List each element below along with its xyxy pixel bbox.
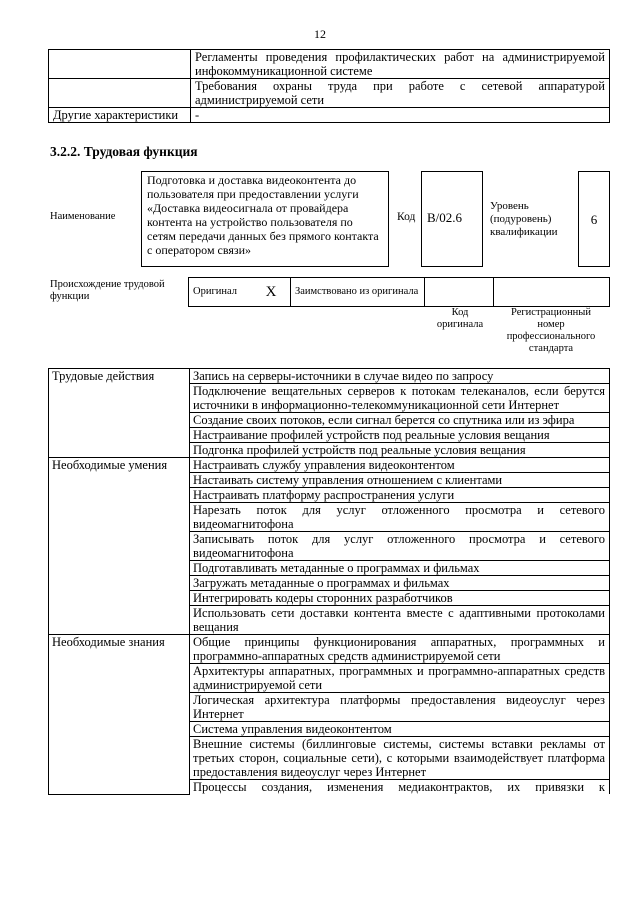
reg-caption: Регистрационный номер профессионального стандарта — [506, 307, 596, 354]
list-item: Настраивать службу управления видеоконтентом — [190, 458, 610, 473]
code-label: Код — [397, 211, 416, 223]
list-item: Внешние системы (биллинговые системы, системы вставки рекламы от третьих сторон, социальные сети), с которыми взаимодействует платформа предоставления видеоуслуг через Интернет — [190, 737, 610, 780]
row-text: Требования охраны труда при работе с сетевой аппаратурой администрируемой сети — [191, 79, 610, 108]
list-item: Логическая архитектура платформы предоставления видеоуслуг через Интернет — [190, 693, 610, 722]
row-label — [49, 50, 191, 79]
origin-label: Происхождение трудовой функции — [50, 279, 165, 302]
list-item: Запись на серверы-источники в случае видео по запросу — [190, 369, 610, 384]
original-mark: X — [252, 278, 291, 307]
code-caption: Код оригинала — [436, 307, 484, 330]
row-text: Регламенты проведения профилактических работ на администрируемой инфокоммуникационной системе — [191, 50, 610, 79]
function-code: B/02.6 — [421, 171, 483, 267]
qualification-level: 6 — [578, 171, 610, 267]
origin-code-cell — [425, 278, 494, 307]
name-label: Наименование — [50, 211, 116, 222]
table-row — [49, 369, 610, 384]
list-item: Интегрировать кодеры сторонних разработчиков — [190, 591, 610, 606]
labor-function-table — [48, 368, 610, 795]
table-row — [49, 458, 610, 473]
table-row — [49, 635, 610, 664]
list-item: Настаивать систему управления отношением с клиентами — [190, 473, 610, 488]
list-item: Подготавливать метаданные о программах и фильмах — [190, 561, 610, 576]
origin-table — [188, 277, 610, 307]
group-label-actions: Трудовые действия — [49, 369, 190, 458]
group-label-knowledge: Необходимые знания — [49, 635, 190, 795]
table-row — [49, 79, 610, 108]
list-item: Подгонка профилей устройств под реальные условия вещания — [190, 443, 610, 458]
function-name: Подготовка и доставка видеоконтента до пользователя при предоставлении услуги «Доставка видеосигнала от провайдера контента на устройство пользователя по сетям передачи данных без прямого контакта с оператором связи» — [141, 171, 389, 267]
list-item: Записывать поток для услуг отложенного просмотра и сетевого видеомагнитофона — [190, 532, 610, 561]
list-item: Использовать сети доставки контента вместе с адаптивными протоколами вещания — [190, 606, 610, 635]
list-item: Настраивание профилей устройств под реальные условия вещания — [190, 428, 610, 443]
list-item: Система управления видеоконтентом — [190, 722, 610, 737]
row-text: - — [191, 108, 610, 123]
list-item: Архитектуры аппаратных, программных и программно-аппаратных средств администрируемой сети — [190, 664, 610, 693]
row-label — [49, 79, 191, 108]
row-label: Другие характеристики — [49, 108, 191, 123]
origin-reg-cell — [494, 278, 610, 307]
table-row — [49, 50, 610, 79]
table-row — [189, 278, 610, 307]
page-number: 12 — [314, 27, 326, 41]
section-heading: 3.2.2. Трудовая функция — [50, 144, 198, 159]
top-continuation-table — [48, 49, 610, 123]
level-label: Уровень (подуровень) квалификации — [490, 200, 558, 238]
list-item: Подключение вещательных серверов к потокам телеканалов, если берутся источники в информационно-телекоммуникационной сети Интернет — [190, 384, 610, 413]
table-row — [49, 108, 610, 123]
list-item: Нарезать поток для услуг отложенного просмотра и сетевого видеомагнитофона — [190, 503, 610, 532]
list-item: Загружать метаданные о программах и фильмах — [190, 576, 610, 591]
list-item: Настраивать платформу распространения услуги — [190, 488, 610, 503]
group-label-skills: Необходимые умения — [49, 458, 190, 635]
original-label: Оригинал — [189, 278, 253, 307]
list-item: Общие принципы функционирования аппаратных, программных и программно-аппаратных средств администрируемой сети — [190, 635, 610, 664]
borrowed-label: Заимствовано из оригинала — [291, 278, 425, 307]
list-item: Процессы создания, изменения медиаконтрактов, их привязки к — [190, 780, 610, 795]
list-item: Создание своих потоков, если сигнал берется со спутника или из эфира — [190, 413, 610, 428]
